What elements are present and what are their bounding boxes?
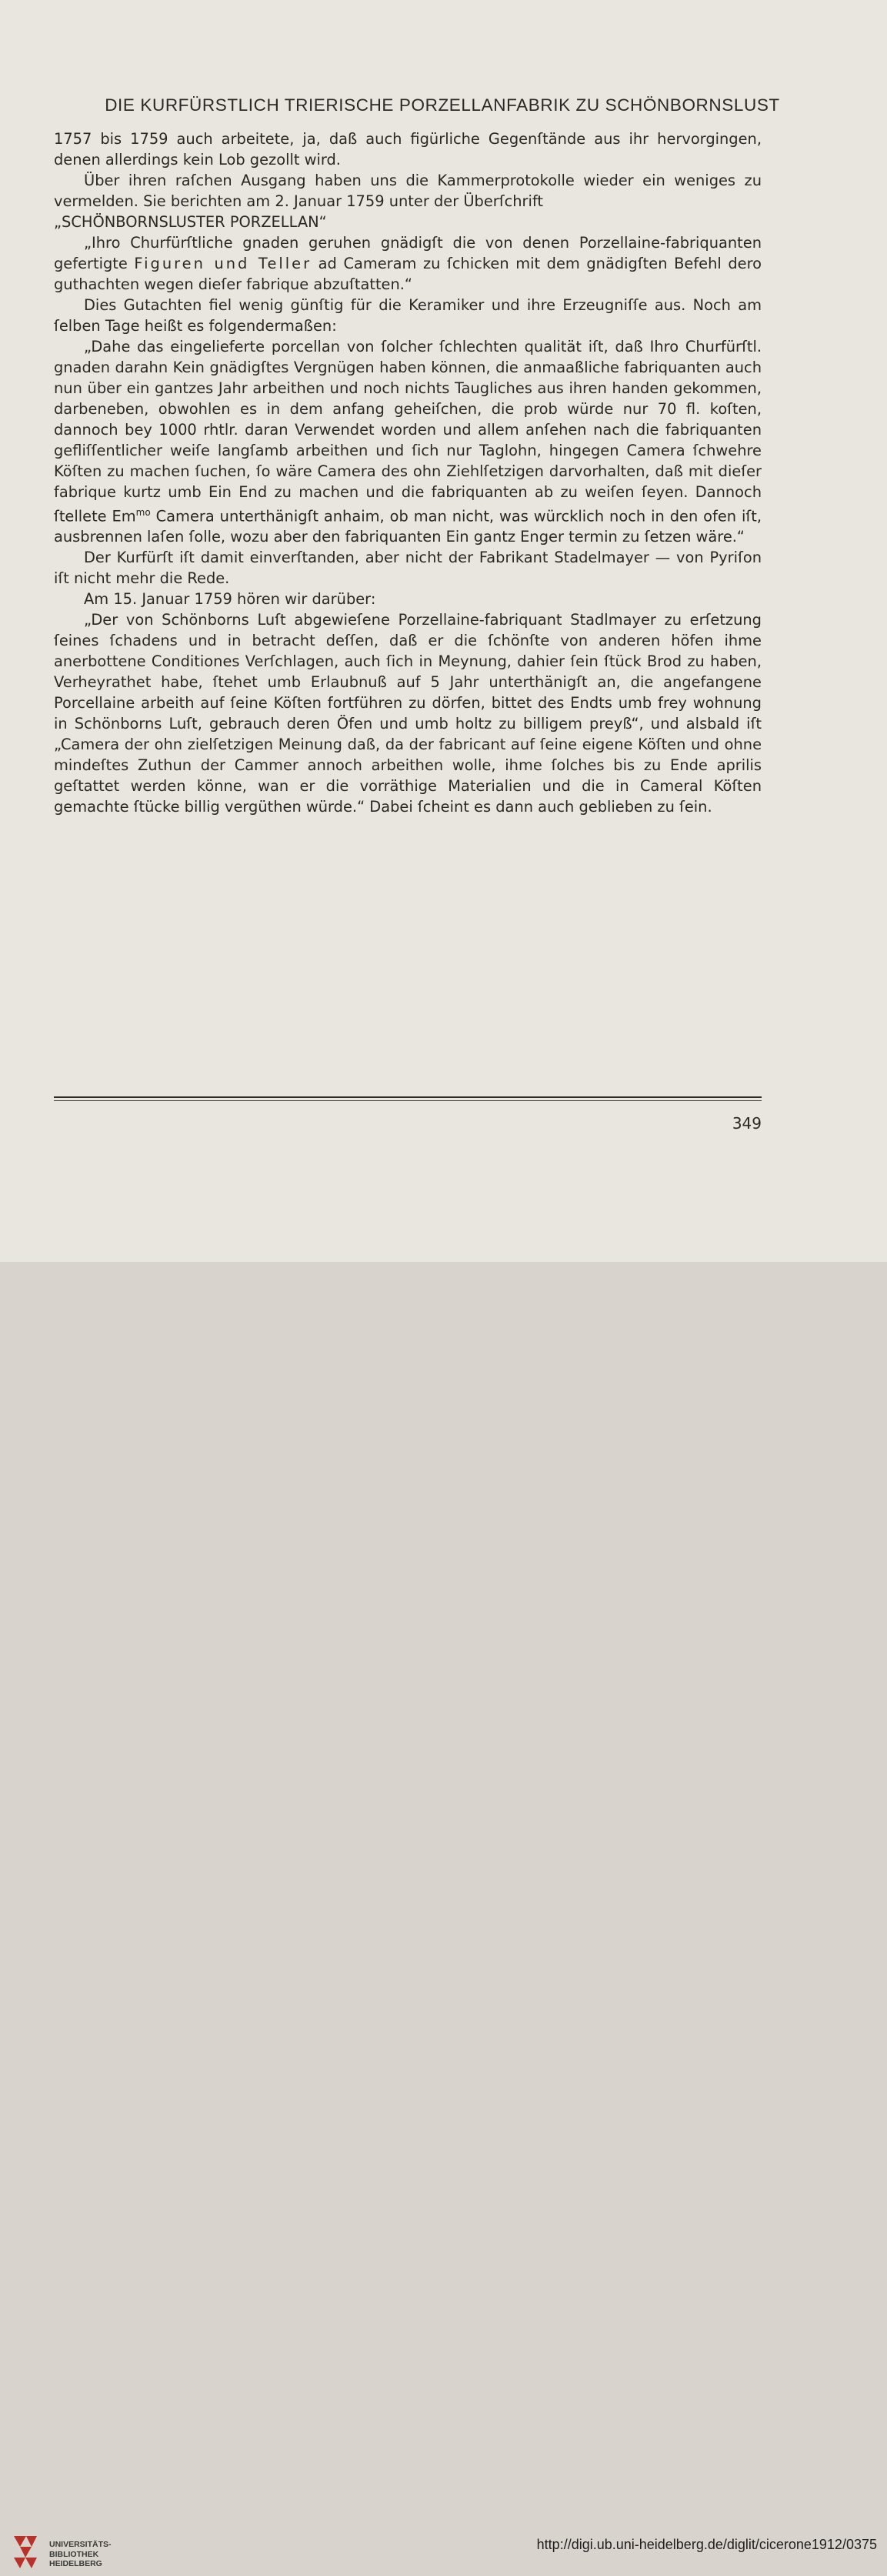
section-heading: „SCHÖNBORNSLUSTER PORZELLAN“ xyxy=(54,213,327,231)
spaced-emphasis: Figuren und Teller xyxy=(134,255,312,272)
paragraph: Am 15. Januar 1759 hören wir darüber: xyxy=(84,590,376,609)
quote-paragraph xyxy=(54,232,762,295)
paragraph: Der Kurfürſt iſt damit einverſtanden, aber nicht der Fabrikant Stadelmayer — von Pyriſon iſt nicht mehr die Rede. xyxy=(54,549,762,588)
source-url-link[interactable]: http://digi.ub.uni-heidelberg.de/diglit/cicerone1912/0375 xyxy=(536,2537,877,2552)
footer-rule xyxy=(54,1096,762,1098)
paragraph: 1757 bis 1759 auch arbeitete, ja, daß auch figürliche Gegenſtände aus ihr hervorgingen, denen allerdings kein Lob gezollt wird. xyxy=(54,130,762,169)
quote-paragraph xyxy=(54,336,762,547)
article-body xyxy=(54,128,762,817)
library-logo-icon xyxy=(11,2530,40,2576)
footer-rule xyxy=(54,1100,762,1101)
quote-paragraph: „Der von Schönborns Luſt abgewieſene Porzellaine-fabriquant Stadlmayer zu erſetzung ſeines ſchadens und in betracht deſſen, daß er die ſchönſte von anderen höfen ihme anerbottene Conditiones Verſchlagen, auch ſich in Meynung, dahier ſein ſtück Brod zu haben, Verheyrathet habe, ſtehet umb Erlaubnuß auf 5 Jahr unterthänigſt an, die angefangene Porcellaine arbeith auf ſeine Köſten fortführen zu dörfen, bittet des Endts umb frey wohnung in Schönborns Luſt, gebrauch deren Öfen und umb holtz zu billigem preyß“, und alsbald iſt „Camera der ohn zielſetzigen Meinung daß, da der fabricant auf ſeine eigene Köſten und ohne mindeſtes Zuthun der Cammer annoch arbeithen wolle, ihme ſolches bis zu Ende aprilis geſtattet werden könne, wan er die vorräthige Materialien und die in Cameral Köſten gemachte ſtücke billig vergüthen würde.“ Dabei ſcheint es dann auch geblieben zu ſein. xyxy=(54,611,762,816)
page-number: 349 xyxy=(732,1114,762,1133)
quote-text: „Ihro Churfürſtliche gnaden geruhen gnädigſt die von denen Porzellaine-fabriquanten gefertigte xyxy=(54,234,762,272)
paragraph: Dies Gutachten fiel wenig günſtig für die Keramiker und ihre Erzeugniſſe aus. Noch am ſelben Tage heißt es folgendermaßen: xyxy=(54,296,762,335)
scanned-page xyxy=(0,0,887,1262)
quote-text: „Dahe das eingelieferte porcellan von ſolcher ſchlechten qualität iſt, daß Ihro Churfürſtl. gnaden darahn Kein gnädigſtes Vergnügen haben können, die anmaaßliche fabriquanten auch nun über ein gantzes Jahr arbeithen und noch nichts Taugliches aus ihren handen gekommen, darbeneben, obwohlen es in dem anfang geheiſchen, die prob würde nur 70 fl. koſten, dannoch bey 1000 rhtlr. daran Verwendet worden und allem anſehen nach die fabriquanten gefliſſentlicher weiſe langſamb arbeithen und ſich nur Taglohn, hingegen Camera ſchwehre Köſten zu machen ſuchen, ſo wäre Camera des ohn Ziehlſetzigen darvorhalten, daß mit dieſer fabrique kurtz umb Ein End zu machen und die fabriquanten ab zu weiſen ſeyen. Dannoch ſtellete Em xyxy=(54,338,762,526)
quote-text: ad Cameram zu ſchicken mit dem gnädigſten Befehl dero guthachten wegen dieſer fabrique abzuſtatten.“ xyxy=(54,255,762,293)
running-header: DIE KURFÜRSTLICH TRIERISCHE PORZELLANFABRIK ZU SCHÖNBORNSLUST xyxy=(105,95,780,115)
library-name: UNIVERSITÄTS- BIBLIOTHEK HEIDELBERG xyxy=(49,2540,112,2568)
quote-text: Camera unterthänigſt anhaim, ob man nicht, was würcklich noch in den ofen iſt, ausbrennen laſen ſolle, wozu aber den fabriquanten Ein gantz Enger termin zu ſetzen wäre.“ xyxy=(54,507,762,546)
viewer-footer xyxy=(0,1262,887,2568)
paragraph: Über ihren raſchen Ausgang haben uns die Kammerprotokolle wieder ein weniges zu vermelden. Sie berichten am 2. Januar 1759 unter der Überſchrift xyxy=(54,172,762,210)
superscript: mo xyxy=(135,507,151,518)
